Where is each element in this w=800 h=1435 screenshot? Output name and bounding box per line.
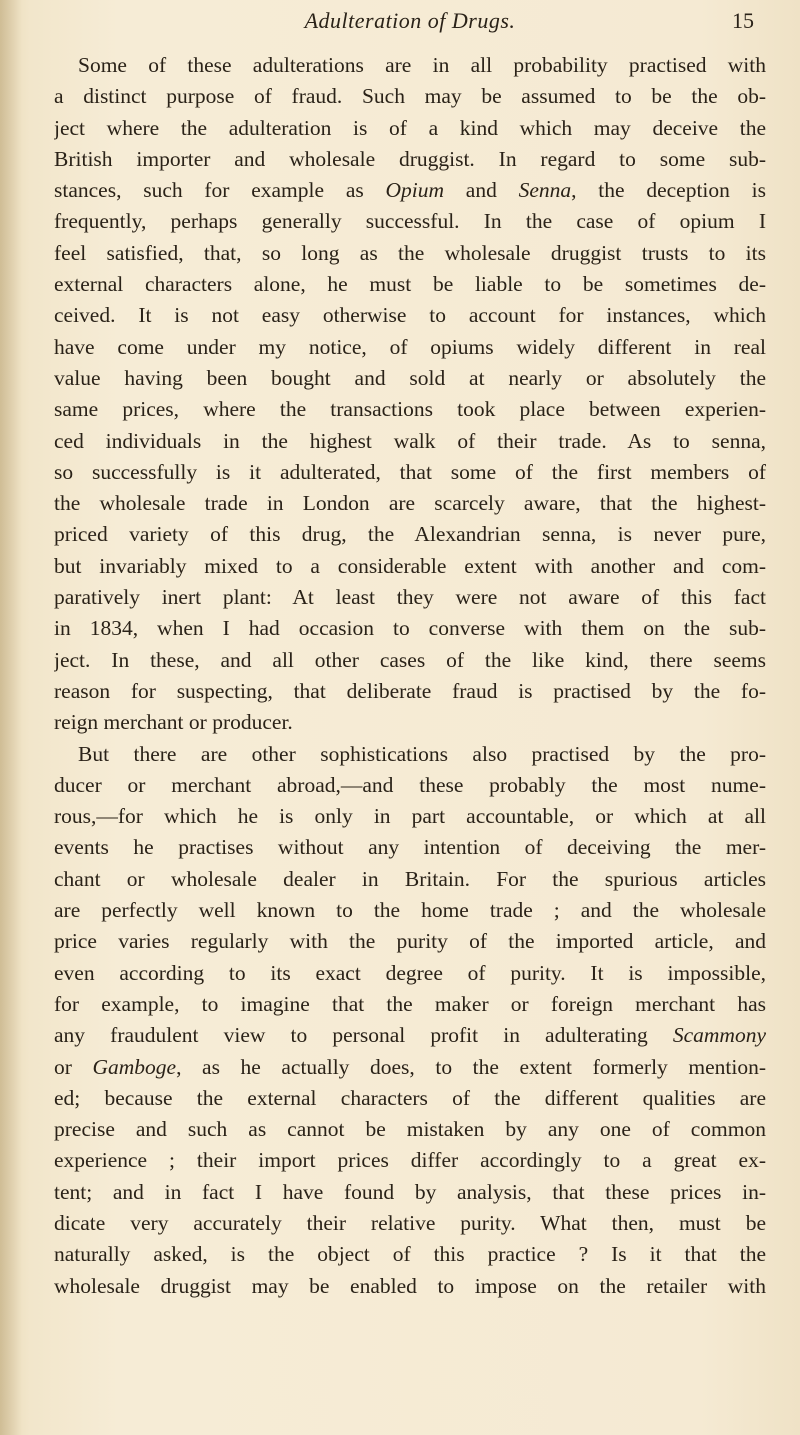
text-line: Some of these adulterations are in all probability practised with: [78, 53, 766, 77]
text-line: ed; because the external characters of the different qualities are: [54, 1085, 766, 1110]
text-fragment: , the deception is: [571, 178, 766, 203]
text-line: chant or wholesale dealer in Britain. For the spurious articles: [54, 866, 766, 891]
paragraph: [54, 50, 766, 739]
page-header: [60, 8, 760, 42]
text-line: But there are other sophistications also practised by the pro-: [78, 741, 766, 766]
text-line: rous,—for which he is only in part accountable, or which at all: [54, 804, 766, 829]
text-line: dicate very accurately their relative purity. What then, must be: [54, 1210, 766, 1235]
italic-term: Gamboge: [92, 1054, 177, 1079]
text-line: ceived. It is not easy otherwise to account for instances, which: [54, 303, 766, 328]
text-line: ject. In these, and all other cases of the like kind, there seems: [54, 647, 766, 672]
text-line: frequently, perhaps generally successful. In the case of opium I: [54, 209, 766, 234]
italic-term: Scammony: [672, 1023, 766, 1048]
running-head: Adulteration of Drugs.: [304, 8, 516, 33]
text-line: wholesale druggist may be enabled to impose on the retailer with: [54, 1273, 766, 1298]
text-line: naturally asked, is the object of this practice ? Is it that the: [54, 1242, 766, 1267]
text-line: but invariably mixed to a considerable extent with another and com-: [54, 553, 766, 578]
text-line: British importer and wholesale druggist. In regard to some sub-: [54, 146, 766, 171]
text-line: ced individuals in the highest walk of their trade. As to senna,: [54, 428, 766, 453]
text-line: external characters alone, he must be liable to be sometimes de-: [54, 272, 766, 297]
text-line: events he practises without any intention of deceiving the mer-: [54, 835, 766, 860]
text-line: the wholesale trade in London are scarcely aware, that the highest-: [54, 491, 766, 516]
text-line: in 1834, when I had occasion to converse with them on the sub-: [54, 616, 766, 641]
page-number: 15: [732, 8, 754, 33]
text-line: precise and such as cannot be mistaken by any one of common: [54, 1117, 766, 1142]
italic-term: Senna: [518, 178, 572, 203]
text-line: feel satisfied, that, so long as the wholesale druggist trusts to its: [54, 240, 766, 265]
text-line: [54, 1052, 766, 1083]
paragraph: [54, 739, 766, 1302]
text-line: same prices, where the transactions took place between experien-: [54, 397, 766, 422]
text-line: reason for suspecting, that deliberate fraud is practised by the fo-: [54, 678, 766, 703]
text-line: [54, 1020, 766, 1051]
text-line: so successfully is it adulterated, that some of the first members of: [54, 459, 766, 484]
text-line: [54, 175, 766, 206]
text-fragment: stances, such for example as: [54, 178, 386, 203]
text-line: value having been bought and sold at nearly or absolutely the: [54, 365, 766, 390]
text-line: experience ; their import prices differ accordingly to a great ex-: [54, 1148, 766, 1173]
text-line: reign merchant or producer.: [54, 710, 293, 735]
text-line: have come under my notice, of opiums widely different in real: [54, 334, 766, 359]
text-line: are perfectly well known to the home trade ; and the wholesale: [54, 898, 766, 923]
text-fragment: and: [444, 178, 519, 203]
text-line: ducer or merchant abroad,—and these probably the most nume-: [54, 772, 766, 797]
text-line: priced variety of this drug, the Alexandrian senna, is never pure,: [54, 522, 766, 547]
text-line: even according to its exact degree of purity. It is impossible,: [54, 960, 766, 985]
text-line: paratively inert plant: At least they were not aware of this fact: [54, 585, 766, 610]
body-text: [54, 50, 766, 1302]
text-line: ject where the adulteration is of a kind which may deceive the: [54, 115, 766, 140]
text-line: price varies regularly with the purity of the imported article, and: [54, 929, 766, 954]
text-fragment: , as he actually does, to the extent formerly mention-: [176, 1054, 766, 1079]
text-fragment: or: [54, 1054, 93, 1079]
text-fragment: any fraudulent view to personal profit in adulterating: [54, 1023, 673, 1048]
binding-shadow: [0, 0, 22, 1435]
text-line: a distinct purpose of fraud. Such may be assumed to be the ob-: [54, 84, 766, 109]
text-line: tent; and in fact I have found by analysis, that these prices in-: [54, 1179, 766, 1204]
text-line: for example, to imagine that the maker or foreign merchant has: [54, 991, 766, 1016]
italic-term: Opium: [385, 178, 445, 203]
